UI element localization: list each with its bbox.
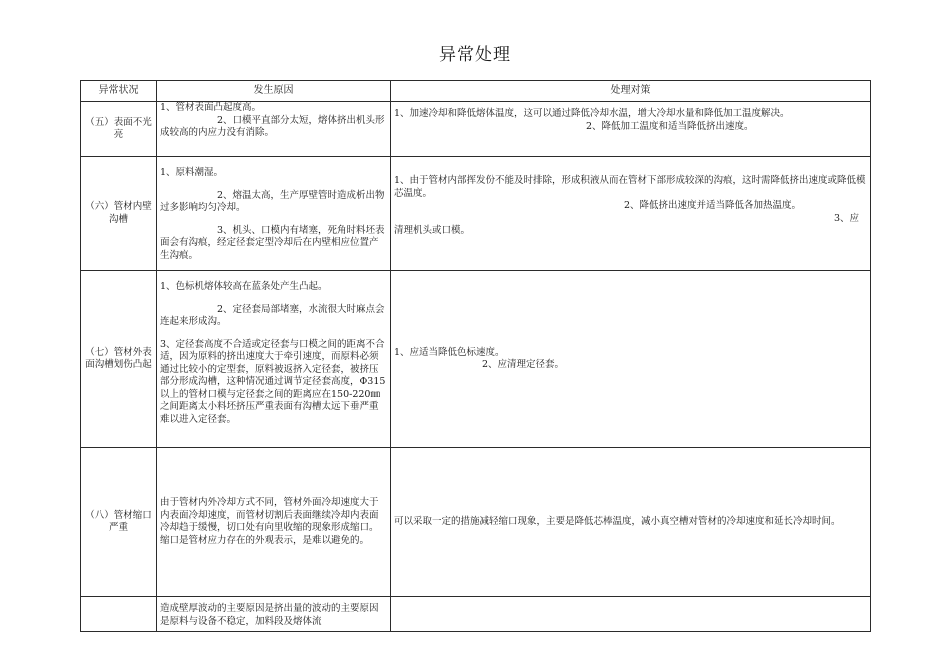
table-row [81,597,871,632]
abnormal-handling-table [80,80,871,632]
cause-line: 1、管材表面凸起度高。 [160,102,262,113]
measure-line: 1、应适当降低色标速度。 [394,346,505,358]
cause-line: 1、色标机熔体较高在蓝条处产生凸起。 [160,281,328,292]
status-cell[interactable] [81,597,157,632]
status-cell[interactable] [81,102,157,157]
measure-line: 2、应清理定径套。 [482,359,565,370]
measure-line: 可以采取一定的措施减轻缩口现象，主要是降低芯棒温度，减小真空槽对管材的冷却速度和延长冷却时间。 [394,515,841,527]
header-status[interactable]: 异常状况 [81,81,157,102]
table-row [81,102,871,157]
table-row [81,157,871,271]
cause-line: 由于管材内外冷却方式不同，管材外面冷却速度大于内表面冷却速度，而管材切割后表面继续冷却内表面冷却趋于缓慢，切口处有向里收缩的现象形成缩口。缩口是管材应力存在的外观表示，是难以避免的。 [160,497,379,546]
measure-line: 1、由于管材内部挥发份不能及时排除，形成积液从而在管材下部形成较深的沟痕，这时需降低挤出速度或降低模芯温度。 [394,175,866,199]
measure-cell[interactable] [391,448,871,597]
cause-line: 造成壁厚波动的主要原因是挤出量的波动的主要原因是原料与设备不稳定，加料段及熔体流 [160,603,379,627]
cause-line: 2、口模平直部分太短，熔体挤出机头形成较高的内应力没有消除。 [160,114,385,138]
cause-line: 2、熔温太高，生产厚壁管时造成析出物过多影响均匀冷却。 [160,189,385,213]
cause-cell[interactable] [157,271,391,448]
page-title: 异常处理 [439,45,511,65]
measure-line: 2、降低加工温度和适当降低挤出速度。 [586,120,754,132]
spreadsheet [80,80,870,627]
status-cell[interactable] [81,448,157,597]
measure-line: 3、应清理机头或口模。 [394,212,860,236]
measure-line: 2、降低挤出速度并适当降低各加热温度。 [624,200,802,211]
table-row [81,271,871,448]
cause-cell[interactable] [157,157,391,271]
status-text: （八）管材缩口严重 [85,509,152,533]
measure-cell[interactable] [391,597,871,632]
cause-line: 3、机头、口模内有堵塞，死角时料坯表面会有沟痕，经定径套定型冷却后在内壁相应位置产生沟痕。 [160,224,385,261]
table-row [81,448,871,597]
header-row [81,81,871,102]
status-cell[interactable] [81,271,157,448]
status-text: （五）表面不光亮 [85,116,152,140]
header-cause[interactable]: 发生原因 [157,81,391,102]
status-text: （六）管材内壁沟槽 [85,201,152,225]
measure-cell[interactable] [391,157,871,271]
measure-cell[interactable] [391,271,871,448]
cause-line: 2、定径套局部堵塞，水流很大时麻点会连起来形成沟。 [160,303,385,327]
cause-cell[interactable] [157,448,391,597]
measure-cell[interactable] [391,102,871,157]
cause-cell[interactable] [157,597,391,632]
cause-line: 3、定径套高度不合适或定径套与口模之间的距离不合适，因为原料的挤出速度大于牵引速度，而原料必须通过比较小的定型套，原料被返挤入定径套，被挤压部分形成沟槽，这种情况通过调节定径套高度，Φ315以上的管材口模与定径套之间的距离应在150-220㎜之间距离太小料坯挤压严重表面有沟槽太远下垂严重难以进入定径套。 [160,338,386,425]
status-text: （七）管材外表面沟槽划伤凸起 [85,346,152,370]
cause-cell[interactable] [157,102,391,157]
status-cell[interactable] [81,157,157,271]
cause-line: 1、原料潮湿。 [160,167,224,178]
measure-line: 1、加速冷却和降低熔体温度，这可以通过降低冷却水温，增大冷却水量和降低加工温度解决。 [394,108,790,119]
header-measure[interactable]: 处理对策 [391,81,871,102]
